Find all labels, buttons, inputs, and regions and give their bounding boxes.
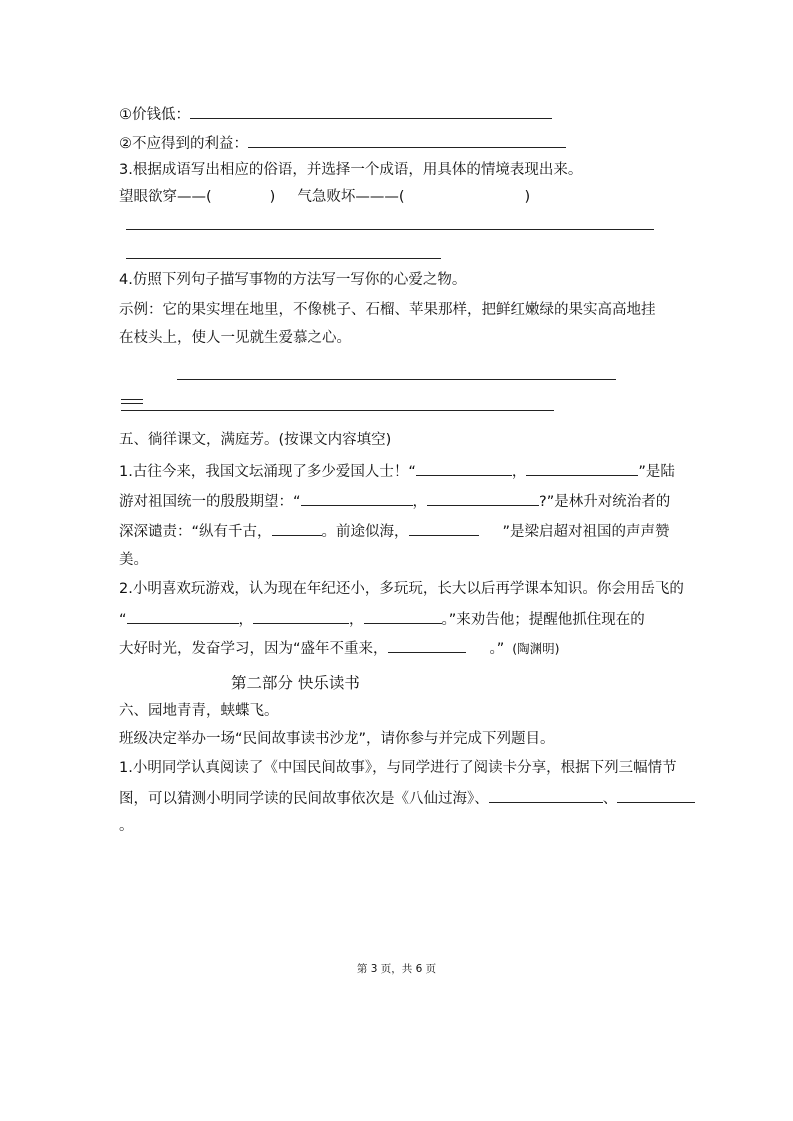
s5-q1-line-3 (119, 521, 670, 542)
s5-q1-line-2 (119, 491, 670, 512)
text-segment: “ (119, 612, 127, 628)
question-4: 4.仿照下列句子描写事物的方法写一写你的心爱之物。 (119, 272, 467, 288)
author-note: (陶渊明) (512, 641, 560, 656)
s5-q1-line-4: 美。 (119, 552, 148, 568)
example-line-1: 示例：它的果实埋在地里，不像桃子、石榴、苹果那样，把鲜红嫩绿的果实高高地挂 (119, 302, 656, 318)
s6-q1-line-1: 1.小明同学认真阅读了《中国民间故事》，与同学进行了阅读卡分享，根据下列三幅情节 (119, 760, 677, 776)
text-segment: ”是陆 (638, 464, 675, 480)
text-segment: ， (349, 612, 364, 628)
answer-line-cheap (119, 104, 552, 125)
fill-blank[interactable] (301, 491, 413, 506)
s5-q2-line-3 (119, 638, 560, 659)
s5-q1-line-1 (119, 461, 675, 482)
text-segment: 。” (489, 641, 505, 657)
text-segment: 深深谴责：“纵有千古， (119, 524, 272, 540)
text-segment: 、 (602, 791, 618, 807)
text-segment: 。”来劝告他；提醒他抓住现在的 (441, 612, 645, 628)
short-rule (121, 403, 143, 404)
fill-blank[interactable] (272, 521, 322, 536)
text-segment: ”是梁启超对祖国的声声赞 (502, 524, 670, 540)
fill-blank[interactable] (388, 638, 466, 653)
fill-blank[interactable] (617, 788, 695, 803)
question-3: 3.根据成语写出相应的俗语，并选择一个成语，用具体的情境表现出来。 (119, 162, 583, 178)
text-segment: 1.古往今来，我国文坛涌现了多少爱国人士！“ (119, 464, 416, 480)
answer-line-undeserved (119, 133, 566, 154)
s5-q2-line-1: 2.小明喜欢玩游戏，认为现在年纪还小，多玩玩，长大以后再学课本知识。你会用岳飞的 (119, 581, 684, 597)
answer-rule[interactable] (177, 379, 616, 380)
example-line-2: 在枝头上，使人一见就生爱慕之心。 (119, 330, 351, 346)
fill-blank[interactable] (427, 491, 539, 506)
page-footer: 第 3 页，共 6 页 (356, 963, 437, 975)
undeserved-label: ②不应得到的利益： (119, 136, 248, 152)
cheap-blank[interactable] (190, 104, 552, 119)
text-segment: ， (511, 464, 527, 480)
fill-blank[interactable] (364, 609, 442, 624)
fill-blank[interactable] (416, 461, 512, 476)
fill-blank[interactable] (526, 461, 638, 476)
idiom-b: 气急败坏———( (297, 189, 405, 205)
text-segment: 大好时光，发奋学习，因为“盛年不重来， (119, 641, 388, 657)
part-2-title: 第二部分 快乐读书 (231, 674, 360, 692)
answer-rule[interactable] (126, 258, 441, 259)
fill-blank[interactable] (409, 521, 479, 536)
text-segment: 。前途似海， (321, 524, 409, 540)
fill-blank[interactable] (489, 788, 603, 803)
short-rule (121, 399, 143, 400)
idiom-b-close: ) (524, 189, 531, 205)
cheap-label: ①价钱低： (119, 107, 190, 123)
text-segment: ?”是林升对统治者的 (539, 494, 671, 510)
section-5-title: 五、徜徉课文，满庭芳。(按课文内容填空) (119, 432, 392, 448)
idiom-a: 望眼欲穿——( (119, 189, 212, 205)
text-segment: ， (412, 494, 428, 510)
fill-blank[interactable] (253, 609, 349, 624)
text-segment: 图，可以猜测小明同学读的民间故事依次是《八仙过海》、 (119, 791, 489, 807)
s5-q2-line-2 (119, 609, 645, 630)
text-segment: 游对祖国统一的殷殷期望：“ (119, 494, 301, 510)
s6-q1-line-3: 。 (119, 818, 134, 834)
s6-q1-line-2 (119, 788, 695, 809)
answer-rule[interactable] (121, 410, 554, 411)
fill-blank[interactable] (127, 609, 239, 624)
section-6-title: 六、园地青青，蛱蝶飞。 (119, 703, 279, 719)
answer-rule[interactable] (126, 229, 654, 230)
idiom-row (119, 187, 530, 207)
text-segment: ， (238, 612, 254, 628)
section-6-intro: 班级决定举办一场“民间故事读书沙龙”，请你参与并完成下列题目。 (119, 731, 555, 747)
undeserved-blank[interactable] (248, 133, 566, 148)
idiom-a-close: ) (269, 189, 276, 205)
